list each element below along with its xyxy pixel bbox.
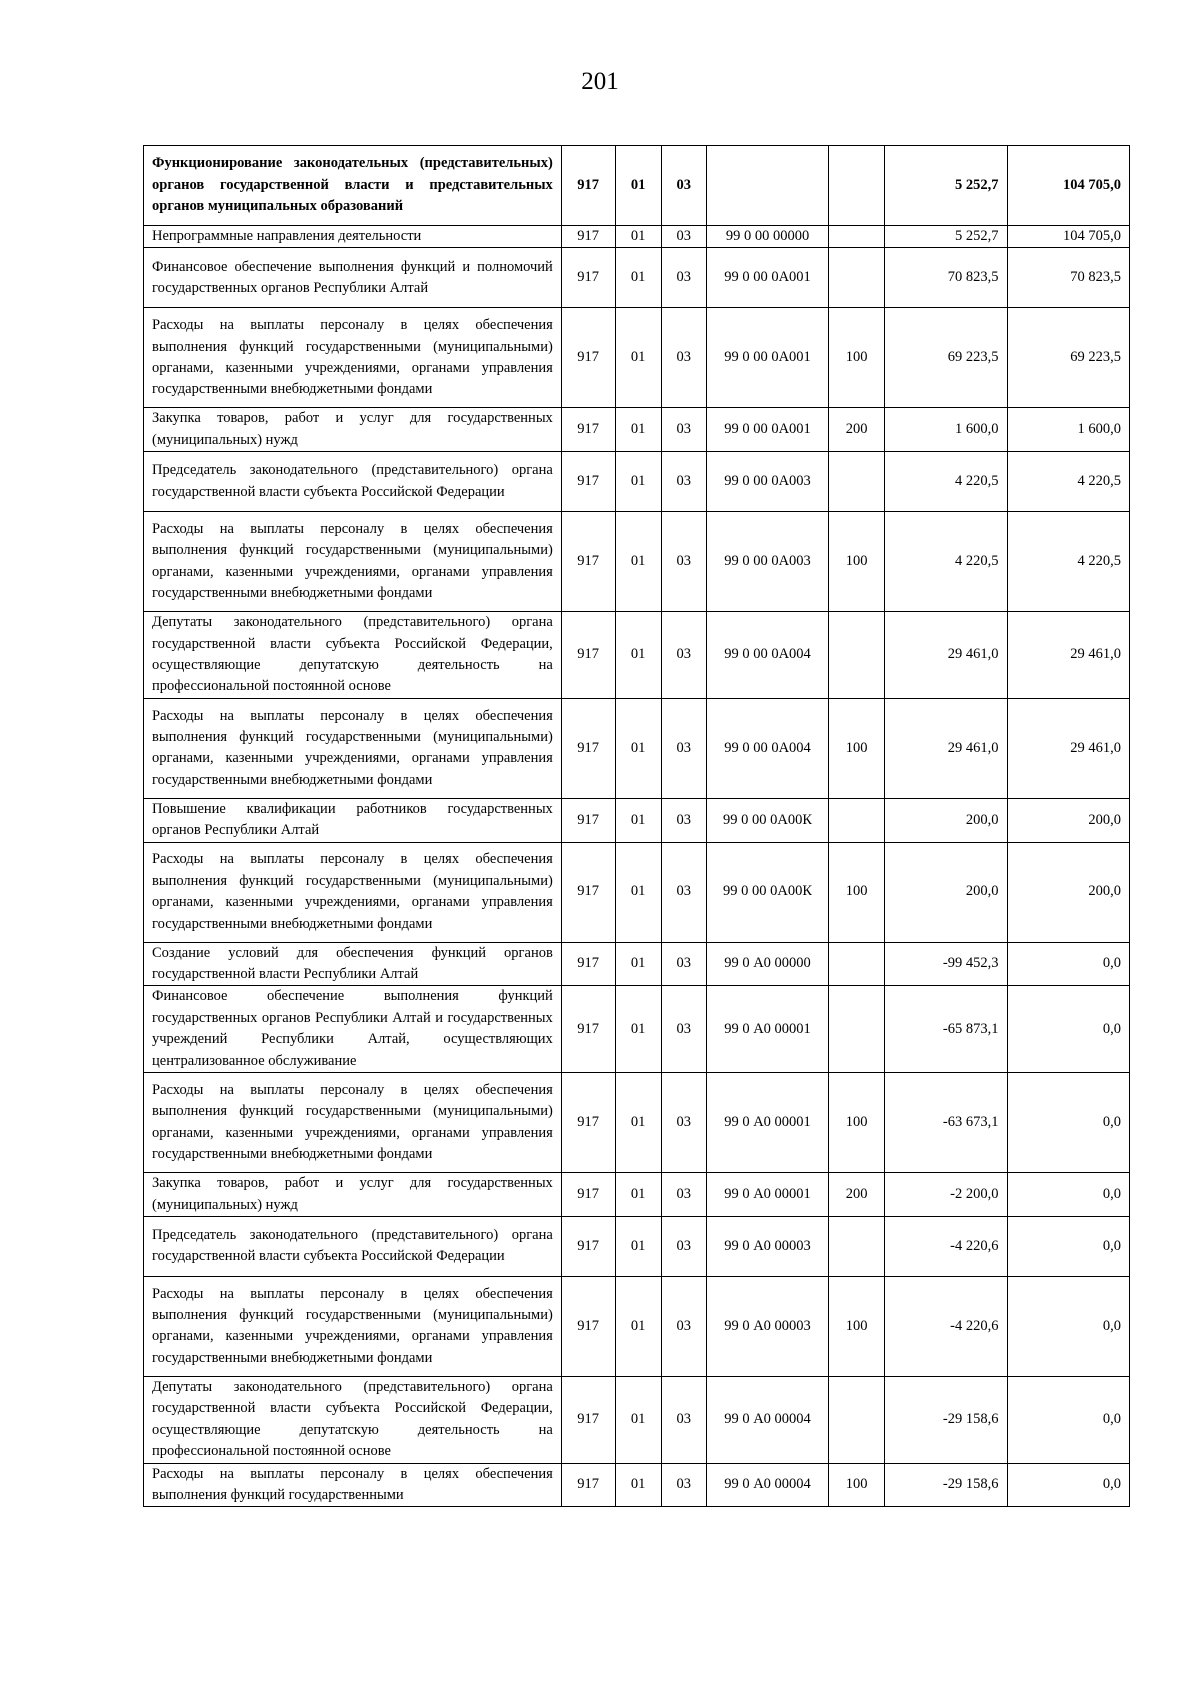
subsection-code-cell: 03 — [661, 842, 706, 942]
target-article-cell: 99 0 А0 00004 — [706, 1376, 828, 1463]
expense-name-cell: Закупка товаров, работ и услуг для государственных (муниципальных) нужд — [144, 408, 562, 452]
section-code-cell: 01 — [615, 842, 661, 942]
expense-type-cell: 100 — [829, 1276, 885, 1376]
table-row — [144, 798, 1130, 842]
amount-change-cell: 5 252,7 — [885, 226, 1007, 248]
expense-name-cell: Непрограммные направления деятельности — [144, 226, 562, 248]
expense-type-cell — [829, 452, 885, 512]
expense-type-cell — [829, 1216, 885, 1276]
amount-total-cell: 200,0 — [1007, 798, 1129, 842]
table-row — [144, 308, 1130, 408]
expense-name-cell: Председатель законодательного (представительного) органа государственной власти субъекта Российской Федерации — [144, 1216, 562, 1276]
amount-change-cell: 4 220,5 — [885, 512, 1007, 612]
amount-total-cell: 1 600,0 — [1007, 408, 1129, 452]
subsection-code-cell: 03 — [661, 1216, 706, 1276]
subsection-code-cell: 03 — [661, 408, 706, 452]
expense-name-cell: Функционирование законодательных (представительных) органов государственной власти и представительных органов муниципальных образований — [144, 146, 562, 226]
amount-change-cell: 69 223,5 — [885, 308, 1007, 408]
ministry-code-cell: 917 — [561, 1276, 615, 1376]
subsection-code-cell: 03 — [661, 986, 706, 1073]
subsection-code-cell: 03 — [661, 1073, 706, 1173]
subsection-code-cell: 03 — [661, 612, 706, 699]
table-body — [144, 146, 1130, 1507]
target-article-cell: 99 0 00 0А003 — [706, 512, 828, 612]
section-code-cell: 01 — [615, 1376, 661, 1463]
amount-change-cell: 4 220,5 — [885, 452, 1007, 512]
expense-type-cell — [829, 226, 885, 248]
section-code-cell: 01 — [615, 308, 661, 408]
expense-type-cell: 200 — [829, 1173, 885, 1217]
target-article-cell: 99 0 00 0А00К — [706, 798, 828, 842]
subsection-code-cell: 03 — [661, 452, 706, 512]
amount-total-cell: 70 823,5 — [1007, 248, 1129, 308]
subsection-code-cell: 03 — [661, 1173, 706, 1217]
amount-total-cell: 0,0 — [1007, 1276, 1129, 1376]
target-article-cell: 99 0 А0 00001 — [706, 986, 828, 1073]
target-article-cell — [706, 146, 828, 226]
amount-change-cell: -29 158,6 — [885, 1376, 1007, 1463]
section-code-cell: 01 — [615, 146, 661, 226]
table-row — [144, 248, 1130, 308]
expense-name-cell: Создание условий для обеспечения функций органов государственной власти Республики Алтай — [144, 942, 562, 986]
section-code-cell: 01 — [615, 408, 661, 452]
ministry-code-cell: 917 — [561, 1073, 615, 1173]
amount-total-cell: 0,0 — [1007, 1073, 1129, 1173]
expense-type-cell: 100 — [829, 1463, 885, 1507]
subsection-code-cell: 03 — [661, 1463, 706, 1507]
section-code-cell: 01 — [615, 798, 661, 842]
amount-total-cell: 0,0 — [1007, 942, 1129, 986]
subsection-code-cell: 03 — [661, 226, 706, 248]
subsection-code-cell: 03 — [661, 698, 706, 798]
amount-total-cell: 0,0 — [1007, 1216, 1129, 1276]
page-number: 201 — [581, 68, 619, 95]
ministry-code-cell: 917 — [561, 986, 615, 1073]
subsection-code-cell: 03 — [661, 248, 706, 308]
target-article-cell: 99 0 А0 00000 — [706, 942, 828, 986]
amount-change-cell: 200,0 — [885, 842, 1007, 942]
budget-table — [143, 145, 1130, 1507]
section-code-cell: 01 — [615, 1276, 661, 1376]
table-row — [144, 698, 1130, 798]
section-code-cell: 01 — [615, 1463, 661, 1507]
expense-name-cell: Расходы на выплаты персоналу в целях обеспечения выполнения функций государственными (муниципальными) органами, казенными учреждениями, органами управления государственными внебюджетными фондами — [144, 1276, 562, 1376]
target-article-cell: 99 0 00 0А004 — [706, 612, 828, 699]
target-article-cell: 99 0 А0 00004 — [706, 1463, 828, 1507]
table-row — [144, 146, 1130, 226]
amount-total-cell: 200,0 — [1007, 842, 1129, 942]
amount-change-cell: 70 823,5 — [885, 248, 1007, 308]
expense-name-cell: Повышение квалификации работников государственных органов Республики Алтай — [144, 798, 562, 842]
target-article-cell: 99 0 00 0А00К — [706, 842, 828, 942]
table-row — [144, 408, 1130, 452]
table-row — [144, 842, 1130, 942]
section-code-cell: 01 — [615, 1216, 661, 1276]
table-row — [144, 1173, 1130, 1217]
expense-name-cell: Депутаты законодательного (представительного) органа государственной власти субъекта Российской Федерации, осуществляющие депутатскую деятельность на профессиональной постоянной основе — [144, 612, 562, 699]
expense-name-cell: Расходы на выплаты персоналу в целях обеспечения выполнения функций государственными (муниципальными) органами, казенными учреждениями, органами управления государственными внебюджетными фондами — [144, 1073, 562, 1173]
expense-type-cell — [829, 146, 885, 226]
table-row — [144, 612, 1130, 699]
amount-change-cell: 200,0 — [885, 798, 1007, 842]
expense-name-cell: Расходы на выплаты персоналу в целях обеспечения выполнения функций государственными (муниципальными) органами, казенными учреждениями, органами управления государственными внебюджетными фондами — [144, 842, 562, 942]
table-row — [144, 986, 1130, 1073]
amount-change-cell: -4 220,6 — [885, 1216, 1007, 1276]
expense-type-cell: 100 — [829, 512, 885, 612]
ministry-code-cell: 917 — [561, 698, 615, 798]
ministry-code-cell: 917 — [561, 842, 615, 942]
target-article-cell: 99 0 00 0А001 — [706, 408, 828, 452]
ministry-code-cell: 917 — [561, 408, 615, 452]
section-code-cell: 01 — [615, 226, 661, 248]
table-row — [144, 1276, 1130, 1376]
target-article-cell: 99 0 00 0А003 — [706, 452, 828, 512]
amount-change-cell: -65 873,1 — [885, 986, 1007, 1073]
expense-type-cell: 100 — [829, 842, 885, 942]
target-article-cell: 99 0 А0 00003 — [706, 1216, 828, 1276]
subsection-code-cell: 03 — [661, 146, 706, 226]
table-row — [144, 1463, 1130, 1507]
expense-type-cell: 100 — [829, 1073, 885, 1173]
ministry-code-cell: 917 — [561, 612, 615, 699]
section-code-cell: 01 — [615, 452, 661, 512]
table-row — [144, 226, 1130, 248]
ministry-code-cell: 917 — [561, 452, 615, 512]
expense-name-cell: Расходы на выплаты персоналу в целях обеспечения выполнения функций государственными (муниципальными) органами, казенными учреждениями, органами управления государственными внебюджетными фондами — [144, 308, 562, 408]
ministry-code-cell: 917 — [561, 308, 615, 408]
expense-type-cell — [829, 986, 885, 1073]
section-code-cell: 01 — [615, 942, 661, 986]
amount-total-cell: 104 705,0 — [1007, 146, 1129, 226]
target-article-cell: 99 0 А0 00001 — [706, 1173, 828, 1217]
target-article-cell: 99 0 А0 00001 — [706, 1073, 828, 1173]
amount-total-cell: 104 705,0 — [1007, 226, 1129, 248]
table-row — [144, 452, 1130, 512]
expense-name-cell: Председатель законодательного (представительного) органа государственной власти субъекта Российской Федерации — [144, 452, 562, 512]
expense-type-cell — [829, 942, 885, 986]
amount-change-cell: -2 200,0 — [885, 1173, 1007, 1217]
amount-change-cell: -63 673,1 — [885, 1073, 1007, 1173]
amount-change-cell: -99 452,3 — [885, 942, 1007, 986]
target-article-cell: 99 0 00 0А004 — [706, 698, 828, 798]
amount-change-cell: 29 461,0 — [885, 698, 1007, 798]
table-row — [144, 512, 1130, 612]
expense-name-cell: Финансовое обеспечение выполнения функций государственных органов Республики Алтай и государственных учреждений Республики Алтай, осуществляющих централизованное обслуживание — [144, 986, 562, 1073]
amount-total-cell: 29 461,0 — [1007, 612, 1129, 699]
amount-total-cell: 4 220,5 — [1007, 512, 1129, 612]
amount-change-cell: 1 600,0 — [885, 408, 1007, 452]
expense-name-cell: Финансовое обеспечение выполнения функций и полномочий государственных органов Республики Алтай — [144, 248, 562, 308]
subsection-code-cell: 03 — [661, 942, 706, 986]
ministry-code-cell: 917 — [561, 1463, 615, 1507]
subsection-code-cell: 03 — [661, 1276, 706, 1376]
amount-total-cell: 0,0 — [1007, 1173, 1129, 1217]
section-code-cell: 01 — [615, 512, 661, 612]
ministry-code-cell: 917 — [561, 146, 615, 226]
table-row — [144, 942, 1130, 986]
ministry-code-cell: 917 — [561, 1216, 615, 1276]
table-row — [144, 1376, 1130, 1463]
target-article-cell: 99 0 А0 00003 — [706, 1276, 828, 1376]
ministry-code-cell: 917 — [561, 226, 615, 248]
amount-total-cell: 4 220,5 — [1007, 452, 1129, 512]
target-article-cell: 99 0 00 0А001 — [706, 248, 828, 308]
table-row — [144, 1073, 1130, 1173]
section-code-cell: 01 — [615, 248, 661, 308]
amount-total-cell: 0,0 — [1007, 986, 1129, 1073]
subsection-code-cell: 03 — [661, 512, 706, 612]
amount-total-cell: 69 223,5 — [1007, 308, 1129, 408]
ministry-code-cell: 917 — [561, 1173, 615, 1217]
ministry-code-cell: 917 — [561, 942, 615, 986]
target-article-cell: 99 0 00 0А001 — [706, 308, 828, 408]
expense-name-cell: Расходы на выплаты персоналу в целях обеспечения выполнения функций государственными (муниципальными) органами, казенными учреждениями, органами управления государственными внебюджетными фондами — [144, 512, 562, 612]
amount-change-cell: -4 220,6 — [885, 1276, 1007, 1376]
section-code-cell: 01 — [615, 612, 661, 699]
ministry-code-cell: 917 — [561, 1376, 615, 1463]
amount-change-cell: 29 461,0 — [885, 612, 1007, 699]
subsection-code-cell: 03 — [661, 1376, 706, 1463]
expense-type-cell — [829, 612, 885, 699]
expense-type-cell: 200 — [829, 408, 885, 452]
amount-change-cell: -29 158,6 — [885, 1463, 1007, 1507]
ministry-code-cell: 917 — [561, 512, 615, 612]
amount-total-cell: 29 461,0 — [1007, 698, 1129, 798]
expense-name-cell: Расходы на выплаты персоналу в целях обеспечения выполнения функций государственными — [144, 1463, 562, 1507]
section-code-cell: 01 — [615, 1173, 661, 1217]
target-article-cell: 99 0 00 00000 — [706, 226, 828, 248]
expense-type-cell: 100 — [829, 698, 885, 798]
subsection-code-cell: 03 — [661, 308, 706, 408]
subsection-code-cell: 03 — [661, 798, 706, 842]
expense-name-cell: Расходы на выплаты персоналу в целях обеспечения выполнения функций государственными (муниципальными) органами, казенными учреждениями, органами управления государственными внебюджетными фондами — [144, 698, 562, 798]
section-code-cell: 01 — [615, 986, 661, 1073]
amount-total-cell: 0,0 — [1007, 1376, 1129, 1463]
section-code-cell: 01 — [615, 698, 661, 798]
expense-type-cell — [829, 1376, 885, 1463]
table-row — [144, 1216, 1130, 1276]
amount-change-cell: 5 252,7 — [885, 146, 1007, 226]
expense-type-cell: 100 — [829, 308, 885, 408]
amount-total-cell: 0,0 — [1007, 1463, 1129, 1507]
ministry-code-cell: 917 — [561, 798, 615, 842]
expense-type-cell — [829, 798, 885, 842]
expense-name-cell: Закупка товаров, работ и услуг для государственных (муниципальных) нужд — [144, 1173, 562, 1217]
section-code-cell: 01 — [615, 1073, 661, 1173]
ministry-code-cell: 917 — [561, 248, 615, 308]
expense-name-cell: Депутаты законодательного (представительного) органа государственной власти субъекта Российской Федерации, осуществляющие депутатскую деятельность на профессиональной постоянной основе — [144, 1376, 562, 1463]
expense-type-cell — [829, 248, 885, 308]
